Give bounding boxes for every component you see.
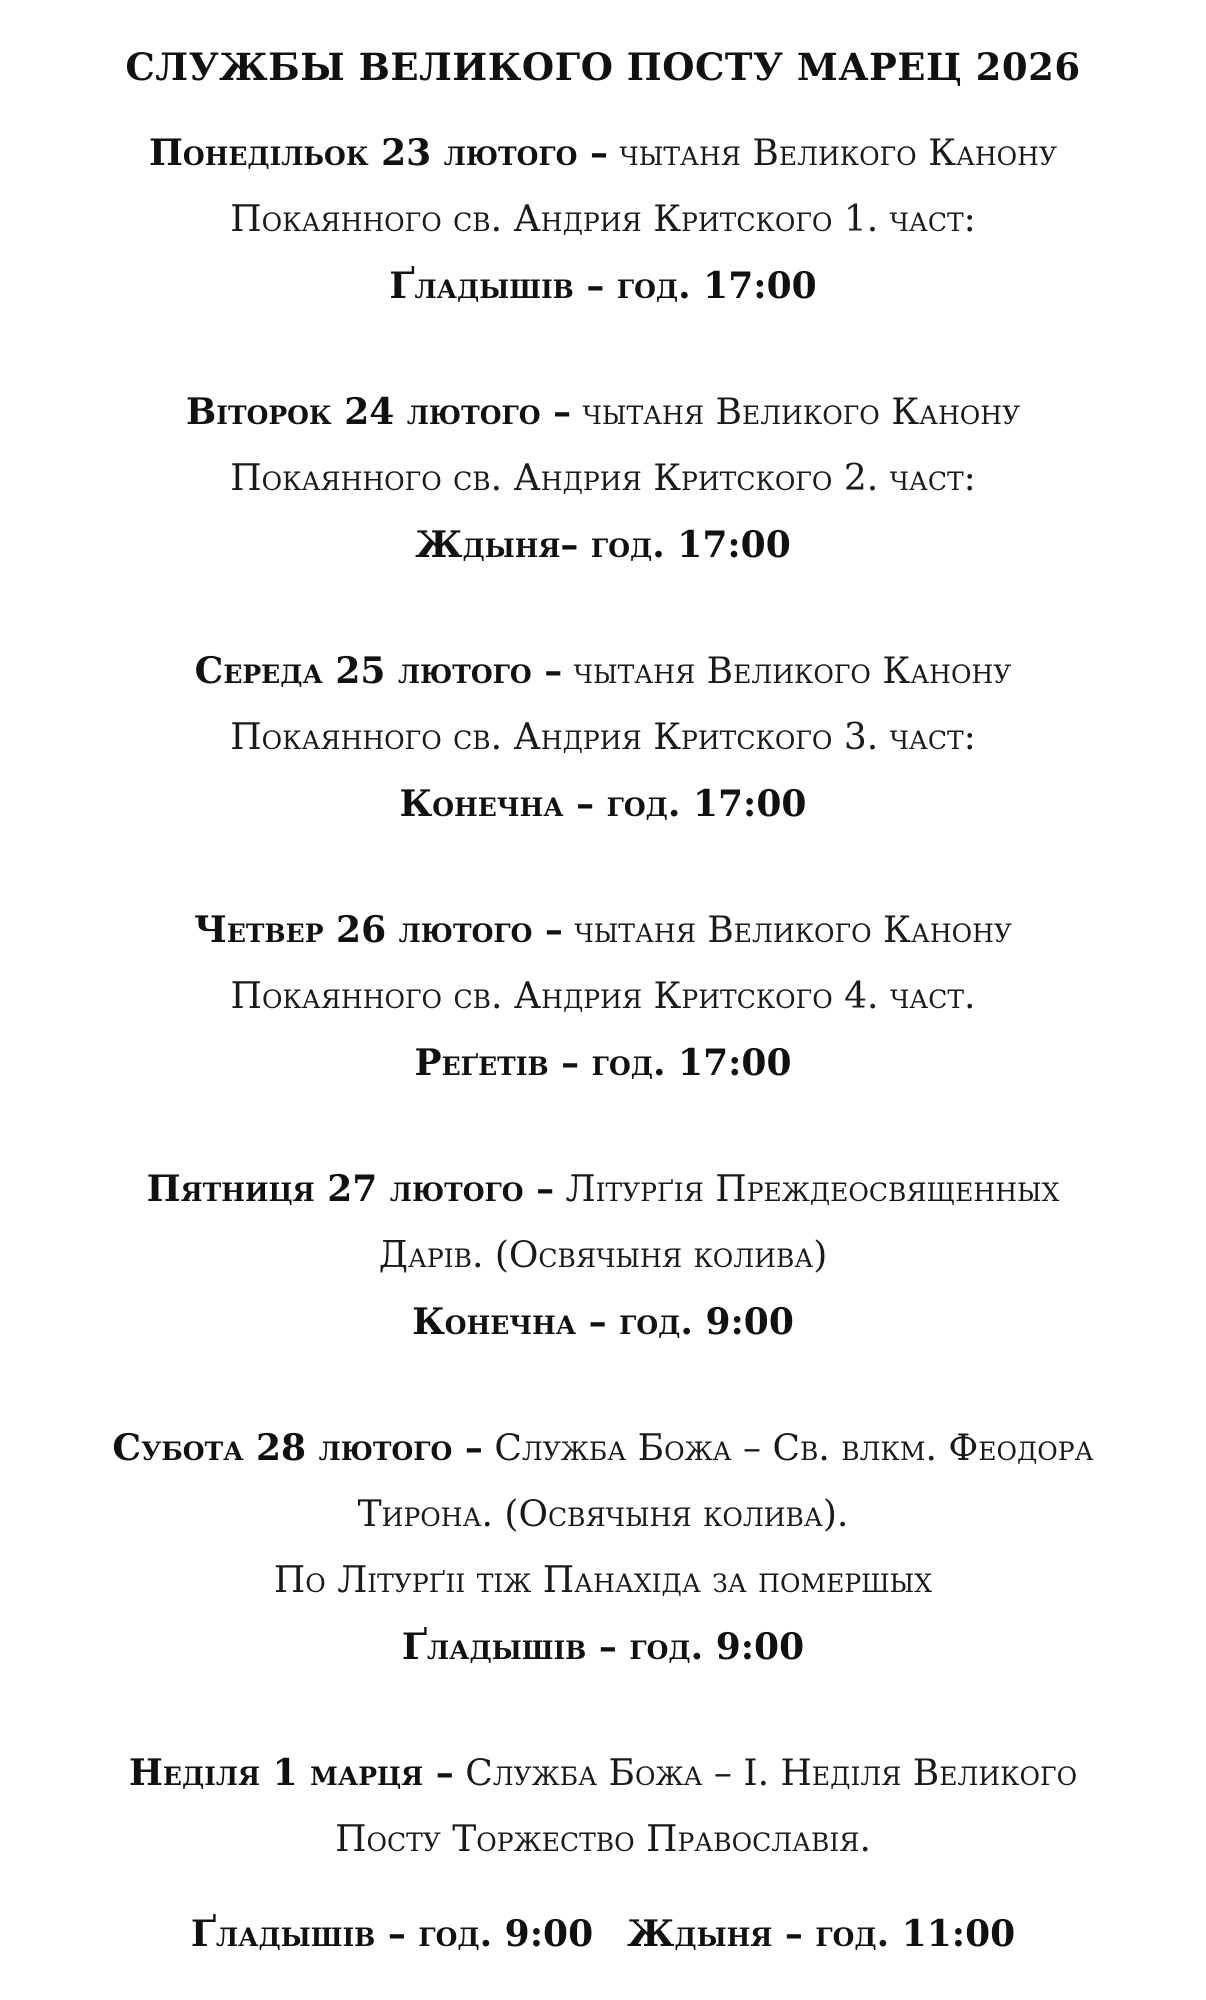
entry-description: Служба Божа – І. Неділя Великого <box>453 1753 1078 1794</box>
entry-line <box>0 120 1206 187</box>
service-entry-wednesday <box>0 638 1206 837</box>
entry-day: Віторок 24 лютого – <box>185 391 572 433</box>
entry-description: Служба Божа – Св. влкм. Феодора <box>482 1428 1094 1469</box>
entry-description-cont: Покаянного св. Андрия Критского 1. част: <box>230 199 976 240</box>
entry-line <box>0 1156 1206 1223</box>
document-title: СЛУЖБЫ ВЕЛИКОГО ПОСТУ МАРЕЦ 2026 <box>125 45 1081 89</box>
entry-line <box>0 1740 1206 1807</box>
entry-line <box>0 638 1206 705</box>
entry-description-cont: Покаянного св. Андрия Критского 4. част. <box>230 976 976 1017</box>
entry-day: Середа 25 лютого – <box>194 650 563 692</box>
entry-day: Четвер 26 лютого – <box>194 909 563 951</box>
entry-description: чытаня Великого Канону <box>571 392 1021 433</box>
entry-description: чытаня Великого Канону <box>562 910 1012 951</box>
entry-description-cont: Покаянного св. Андрия Критского 2. част: <box>230 458 976 499</box>
entry-place-times <box>0 1901 1206 1967</box>
entry-place-time: Ґладышів – год. 17:00 <box>389 265 817 307</box>
entry-line <box>0 379 1206 446</box>
entry-line <box>0 1415 1206 1482</box>
service-entry-tuesday <box>0 379 1206 578</box>
entry-description-cont: Тирона. (Освячыня колива). <box>357 1494 849 1535</box>
entry-place-time: Конечна – год. 17:00 <box>399 783 807 825</box>
entry-place-time-2: Ждыня – год. 11:00 <box>627 1913 1016 1955</box>
entry-place-time: Конечна – год. 9:00 <box>412 1301 794 1343</box>
entry-line <box>0 897 1206 964</box>
entry-description: чытаня Великого Канону <box>607 133 1058 174</box>
entry-description: чытаня Великого Канону <box>562 651 1012 692</box>
entry-day: Субота 28 лютого – <box>112 1427 483 1469</box>
entry-place-time: Ґладышів – год. 9:00 <box>401 1626 805 1668</box>
entry-day: Понедільок 23 лютого – <box>148 132 608 174</box>
service-entry-thursday <box>0 897 1206 1096</box>
entry-description-cont: Дарів. (Освячыня колива) <box>378 1235 828 1276</box>
entry-description-cont: Посту Торжество Православія. <box>335 1819 871 1860</box>
service-entry-sunday <box>0 1740 1206 1967</box>
entry-place-time-1: Ґладышів – год. 9:00 <box>190 1913 594 1955</box>
entry-description-note: По Літурґіі тіж Панахіда за помершых <box>273 1560 933 1601</box>
entry-description: Літурґія Преждеосвященных <box>554 1169 1060 1210</box>
entry-description-cont: Покаянного св. Андрия Критского 3. част: <box>230 717 976 758</box>
entry-day: Пятниця 27 лютого – <box>146 1168 555 1210</box>
service-entry-monday <box>0 120 1206 319</box>
entry-place-time: Ждыня– год. 17:00 <box>415 524 791 566</box>
service-entry-saturday <box>0 1415 1206 1680</box>
entry-day: Неділя 1 марця – <box>128 1752 454 1794</box>
entry-place-time: Реґетів – год. 17:00 <box>414 1042 792 1084</box>
service-entry-friday <box>0 1156 1206 1355</box>
